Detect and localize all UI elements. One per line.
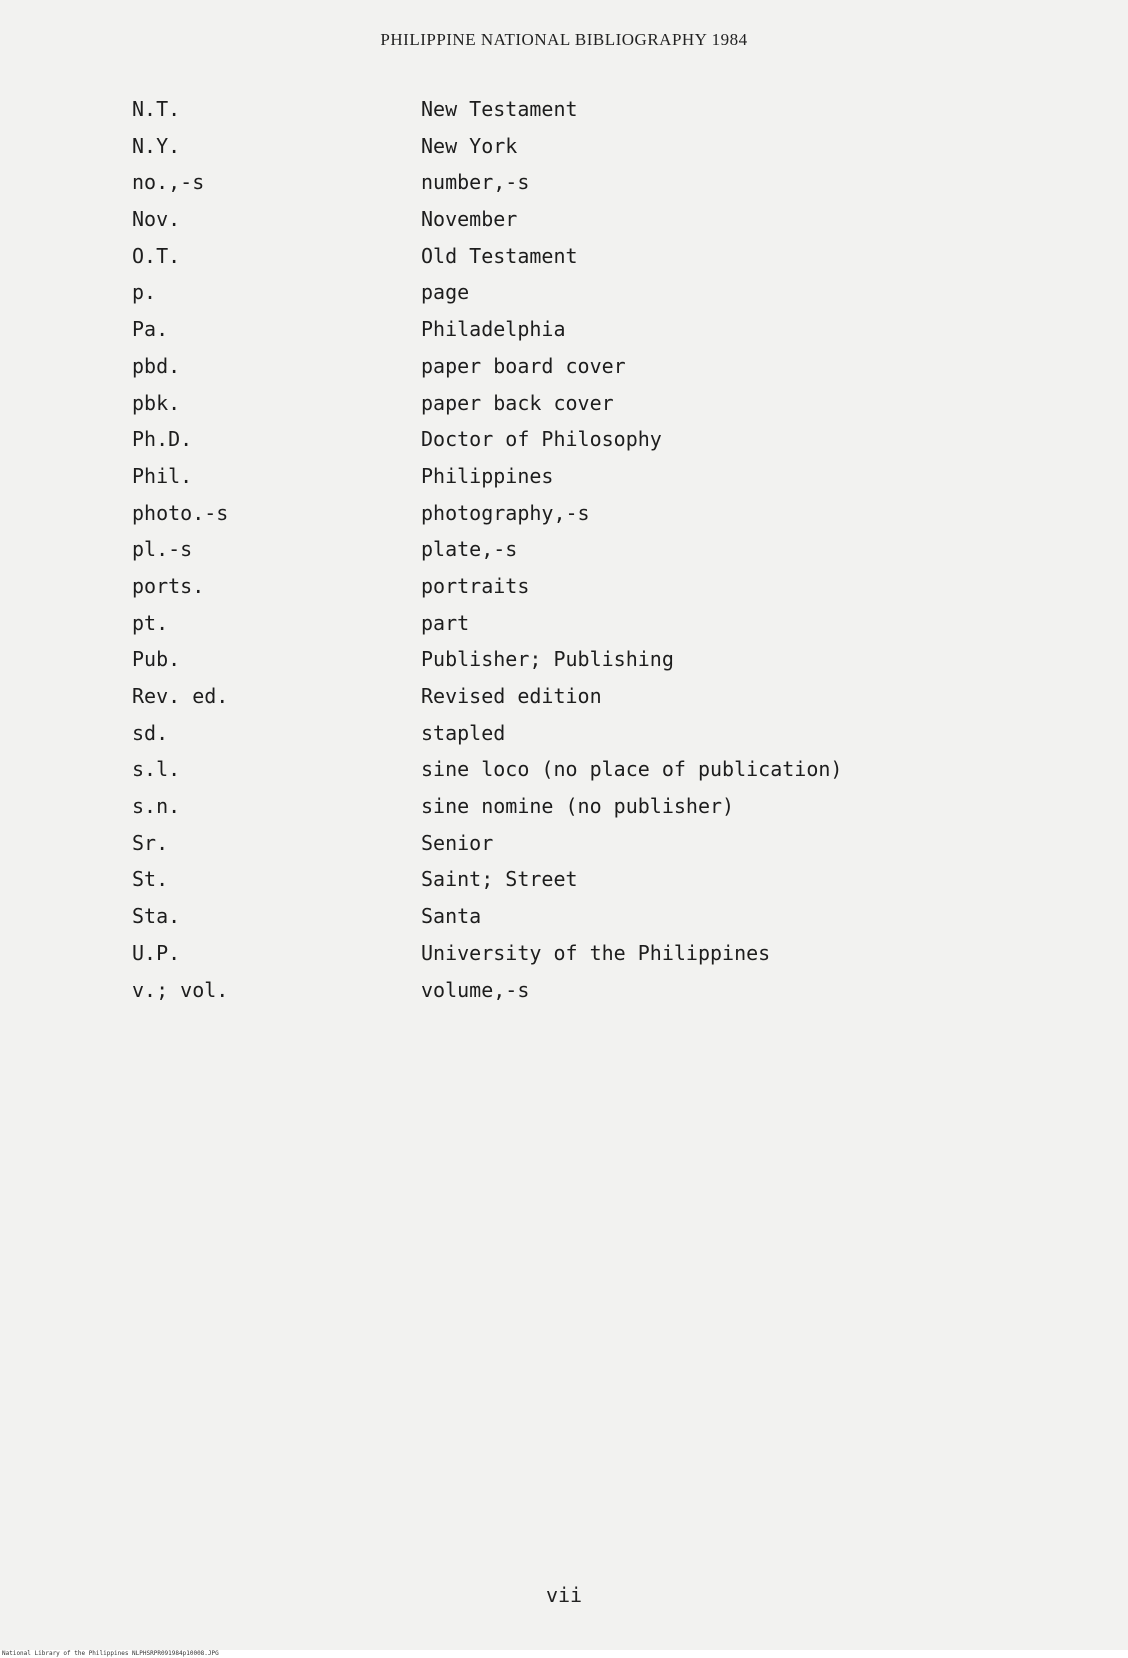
abbreviation-row xyxy=(0,757,1128,794)
abbreviation-definition: stapled xyxy=(421,720,506,745)
abbreviation-term: U.P. xyxy=(132,940,181,965)
abbreviation-term: O.T. xyxy=(132,243,181,268)
abbreviation-definition: number,-s xyxy=(421,170,530,195)
abbreviation-row xyxy=(0,354,1128,391)
abbreviation-definition: Publisher; Publishing xyxy=(421,647,674,672)
abbreviation-row xyxy=(0,134,1128,171)
abbreviation-definition: paper board cover xyxy=(421,353,626,378)
abbreviation-row xyxy=(0,317,1128,354)
footer-caption: National Library of the Philippines NLPHSRPR091984p10008.JPG xyxy=(2,1650,219,1657)
abbreviation-term: Pub. xyxy=(132,647,181,672)
abbreviation-definition: Philadelphia xyxy=(421,317,566,342)
abbreviation-row xyxy=(0,574,1128,611)
abbreviation-definition: New Testament xyxy=(421,97,578,121)
abbreviation-term: pbd. xyxy=(132,353,181,378)
abbreviation-definition: Santa xyxy=(421,904,482,929)
abbreviation-term: Sr. xyxy=(132,830,169,855)
abbreviation-term: Pa. xyxy=(132,317,169,342)
abbreviation-definition: volume,-s xyxy=(421,977,530,1002)
abbreviation-row xyxy=(0,867,1128,904)
abbreviation-term: N.Y. xyxy=(132,133,181,158)
abbreviation-term: sd. xyxy=(132,720,169,745)
abbreviation-row xyxy=(0,427,1128,464)
abbreviation-definition: Old Testament xyxy=(421,243,578,268)
abbreviation-definition: sine nomine (no publisher) xyxy=(421,794,735,819)
abbreviation-definition: part xyxy=(421,610,470,635)
abbreviation-term: s.n. xyxy=(132,794,181,819)
abbreviation-row xyxy=(0,684,1128,721)
abbreviation-row xyxy=(0,721,1128,758)
abbreviation-row xyxy=(0,244,1128,281)
abbreviation-term: Rev. ed. xyxy=(132,684,229,708)
abbreviation-definition: New York xyxy=(421,133,518,158)
abbreviation-term: v.; vol. xyxy=(132,977,229,1002)
abbreviation-definition: sine loco (no place of publication) xyxy=(421,757,843,782)
abbreviation-row xyxy=(0,611,1128,648)
abbreviation-row xyxy=(0,170,1128,207)
abbreviation-definition: November xyxy=(421,207,518,232)
abbreviation-term: N.T. xyxy=(132,97,181,121)
abbreviation-definition: portraits xyxy=(421,573,530,598)
abbreviation-definition: Philippines xyxy=(421,463,554,488)
abbreviation-definition: page xyxy=(421,280,470,305)
abbreviation-row xyxy=(0,464,1128,501)
abbreviation-row xyxy=(0,794,1128,831)
abbreviation-term: photo.-s xyxy=(132,500,229,525)
abbreviation-definition: plate,-s xyxy=(421,537,518,562)
abbreviation-term: Phil. xyxy=(132,463,193,488)
abbreviation-term: St. xyxy=(132,867,169,892)
page-title: PHILIPPINE NATIONAL BIBLIOGRAPHY 1984 xyxy=(380,30,748,49)
abbreviation-row xyxy=(0,391,1128,428)
abbreviation-row xyxy=(0,207,1128,244)
abbreviation-row xyxy=(0,537,1128,574)
abbreviation-row xyxy=(0,647,1128,684)
abbreviation-term: Sta. xyxy=(132,904,181,929)
abbreviation-row xyxy=(0,97,1128,134)
abbreviation-row xyxy=(0,941,1128,978)
abbreviation-row xyxy=(0,904,1128,941)
abbreviation-definition: Saint; Street xyxy=(421,867,578,892)
footer-strip xyxy=(0,1650,1128,1658)
abbreviation-list xyxy=(0,97,1128,1014)
abbreviation-definition: photography,-s xyxy=(421,500,590,525)
abbreviation-row xyxy=(0,831,1128,868)
abbreviation-term: s.l. xyxy=(132,757,181,782)
abbreviation-row xyxy=(0,501,1128,538)
abbreviation-term: no.,-s xyxy=(132,170,205,195)
abbreviation-definition: paper back cover xyxy=(421,390,614,415)
abbreviation-definition: Doctor of Philosophy xyxy=(421,427,662,452)
abbreviation-term: p. xyxy=(132,280,157,305)
abbreviation-term: pbk. xyxy=(132,390,181,415)
abbreviation-term: Ph.D. xyxy=(132,427,193,452)
abbreviation-term: pl.-s xyxy=(132,537,193,562)
abbreviation-term: ports. xyxy=(132,573,205,598)
abbreviation-row xyxy=(0,280,1128,317)
abbreviation-term: Nov. xyxy=(132,207,181,232)
abbreviation-row xyxy=(0,978,1128,1015)
abbreviation-definition: University of the Philippines xyxy=(421,940,771,965)
abbreviation-definition: Senior xyxy=(421,830,494,855)
abbreviation-definition: Revised edition xyxy=(421,684,602,708)
page-number: vii xyxy=(545,1583,583,1607)
abbreviation-term: pt. xyxy=(132,610,169,635)
